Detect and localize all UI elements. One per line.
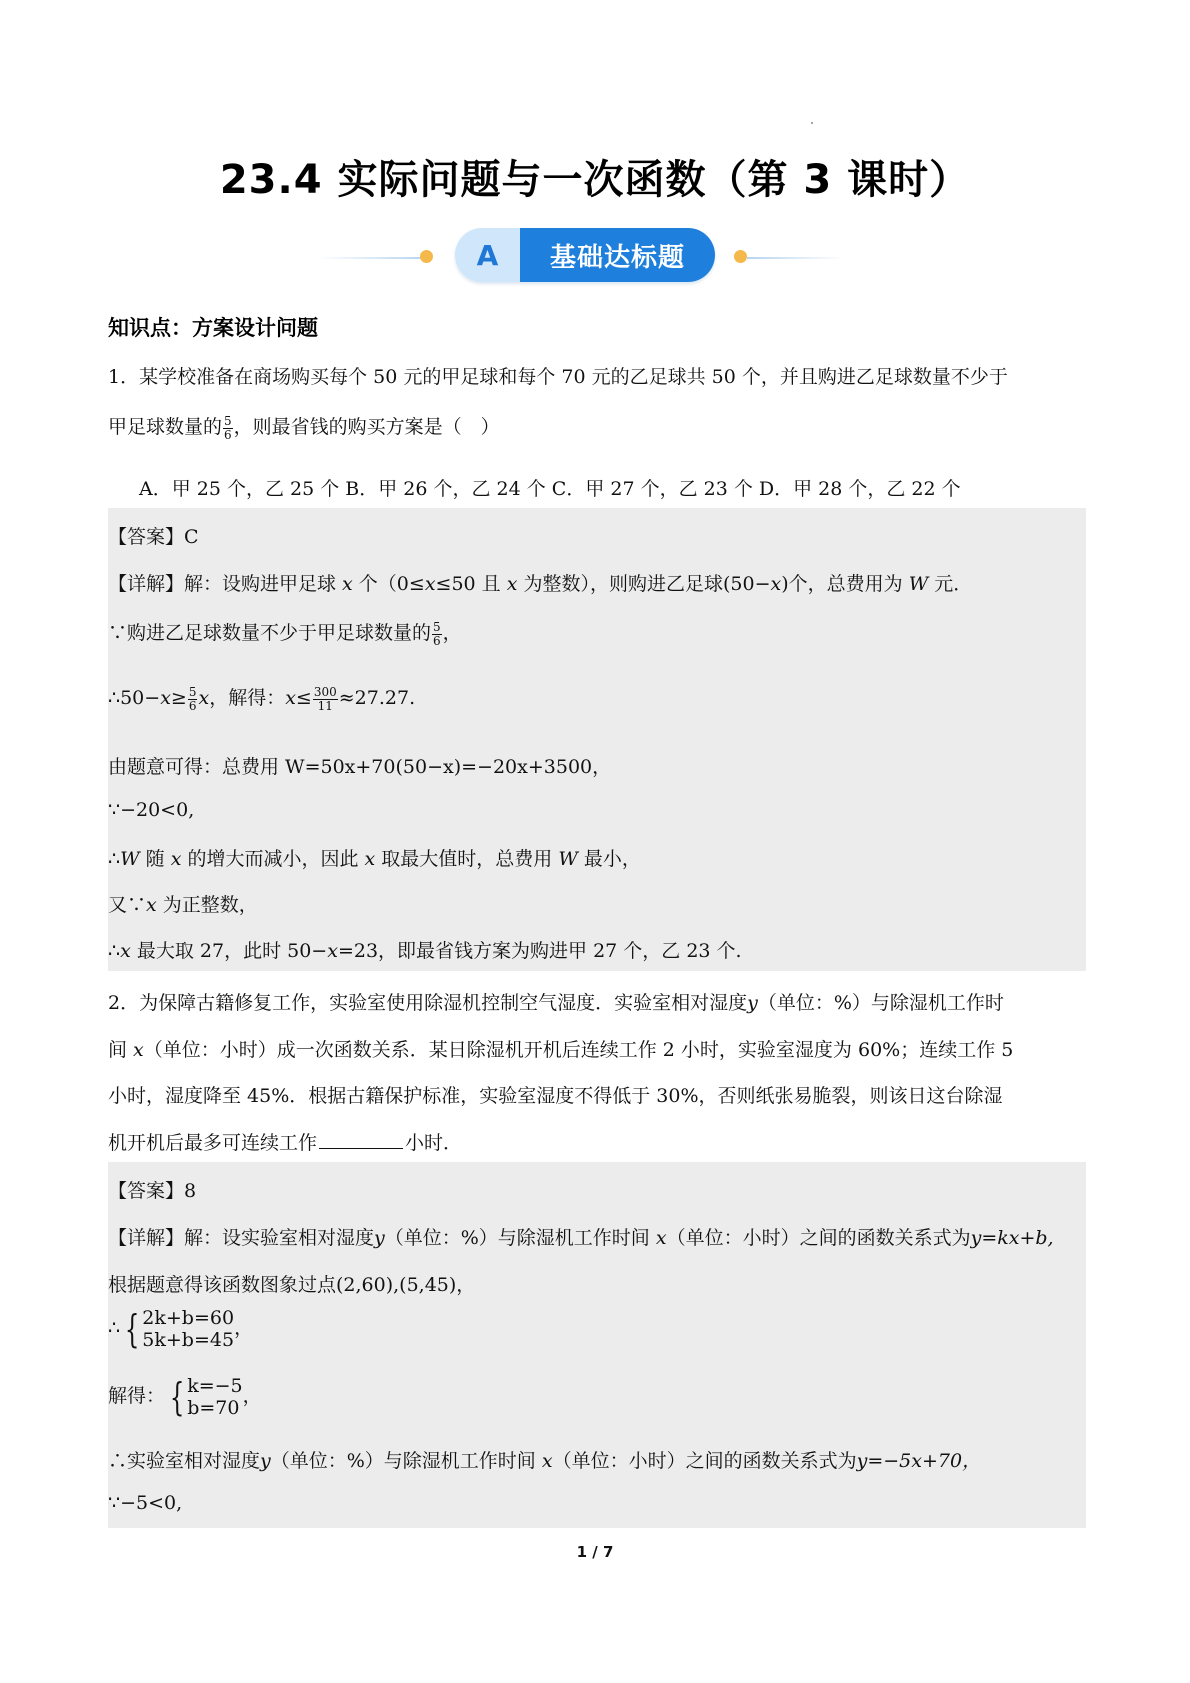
text: ≤50 且 [435,573,507,595]
q2-stem-line2 [108,1035,1013,1062]
linear-model: y=kx+b, [970,1227,1054,1249]
frac-den: 6 [188,698,197,713]
text: （单位：小时）成一次函数关系．某日除湿机开机后连续工作 2 小时，实验室湿度为 60%；连续工作 5 [143,1039,1014,1061]
left-brace: { [124,1307,140,1351]
var-x: x [342,573,353,595]
q1-detail-3 [108,683,415,713]
var-x: x [655,1227,667,1249]
var-x: x [327,940,338,962]
text: 【详解】解：设实验室相对湿度 [108,1227,375,1249]
linear-result: y=−5x+70， [856,1450,982,1472]
text: （单位：小时）之间的函数关系式为 [666,1227,971,1249]
text: ≥ [170,687,187,709]
frac-den: 6 [224,427,232,442]
text: ，解得： [209,687,286,709]
q2-answer-box [108,1162,1086,1528]
text: （单位：%）与除湿机工作时间 [270,1450,542,1472]
var-w: W [908,573,929,595]
var-x: x [170,848,182,870]
text: 由题意可得：总费用 [108,756,286,778]
fraction-5-6 [223,415,233,442]
fraction-300-11 [313,686,338,713]
var-x: x [424,573,436,595]
q1-answer: 【答案】C [108,526,199,548]
text: ， [234,1317,254,1339]
frac-den: 11 [317,698,333,713]
system-rows [187,1375,242,1419]
text: （单位：%）与除湿机工作时 [757,992,1004,1014]
var-y: y [374,1227,385,1249]
var-y: y [747,992,758,1014]
text: 最大取 27，此时 50− [130,940,328,962]
knowledge-point-heading: 知识点：方案设计问题 [108,316,318,340]
q2-detail-6: ∵−5<0, [108,1492,183,1514]
text: ， [242,1385,262,1407]
text: 又∵ [108,894,147,916]
var-x: x [160,687,171,709]
system-rows [142,1307,234,1351]
text: 为正整数， [156,894,258,916]
text: 的增大而减小，因此 [181,848,365,870]
banner-dot-right [734,250,747,263]
q1-detail-7 [108,890,258,917]
fraction-5-6 [188,686,198,713]
fraction-5-6 [432,621,442,648]
q1-detail-2 [108,618,462,648]
text: 【详解】解：设购进甲足球 [108,573,343,595]
q1-detail-5: ∵−20<0, [108,799,195,821]
text: 解得： [108,1385,166,1407]
text: )个，总费用为 [781,573,909,595]
page-title: 23.4 实际问题与一次函数（第 3 课时） [219,157,971,203]
left-brace: { [169,1375,185,1419]
var-y: y [260,1450,271,1472]
q2-stem-line3: 小时，湿度降至 45%．根据古籍保护标准，实验室湿度不得低于 30%，否则纸张易脆裂，则该日这台除湿 [108,1085,1003,1107]
q1-stem-line2 [108,412,500,442]
q1-answer-box [108,508,1086,971]
equation-system [120,1307,234,1351]
text: （单位：%）与除湿机工作时间 [384,1227,656,1249]
q2-answer: 【答案】8 [108,1180,197,1202]
text: ≈27.27. [338,687,416,709]
text: ∴50− [108,687,161,709]
text: 小时． [405,1132,463,1154]
text: 取最大值时，总费用 [375,848,559,870]
section-letter: A [455,228,520,282]
var-x: x [541,1450,553,1472]
q2-detail-3 [108,1307,253,1351]
section-label: 基础达标题 [520,228,715,282]
q2-detail-5 [108,1446,981,1473]
var-x: x [198,687,210,709]
text: 随 [139,848,171,870]
q1-detail-4 [108,752,611,779]
var-x: x [285,687,296,709]
text: 间 [108,1039,134,1061]
banner-line-left [318,257,424,259]
frac-num: 5 [224,413,232,428]
text: 机开机后最多可连续工作 [108,1132,318,1154]
text: 个（0≤ [352,573,425,595]
text: （单位：小时）之间的函数关系式为 [552,1450,857,1472]
banner-dot-left [420,250,433,263]
frac-num: 300 [313,684,337,699]
var-w: W [120,848,140,870]
solution-system [165,1375,243,1419]
text: ∴实验室相对湿度 [108,1450,261,1472]
text: ∴ [108,848,121,870]
q1-options: A．甲 25 个，乙 25 个 B．甲 26 个，乙 24 个 C．甲 27 个，乙 23 个 D．甲 28 个，乙 22 个 [139,478,961,500]
text: 2．为保障古籍修复工作，实验室使用除湿机控制空气湿度．实验室相对湿度 [108,992,748,1014]
equation-row: 2k+b=60 [142,1307,235,1329]
var-x: x [506,573,518,595]
var-x: x [120,940,131,962]
text: 为整数），则购进乙足球(50− [517,573,771,595]
var-x: x [146,894,157,916]
q1-detail-8 [108,936,742,963]
frac-num: 5 [433,619,441,634]
text: ， [442,622,462,644]
q2-detail-4 [108,1375,262,1419]
banner-line-right [747,257,845,259]
var-x: x [133,1039,144,1061]
q1-stem-text-a: 甲足球数量的 [108,416,223,438]
answer-blank [319,1130,403,1149]
q2-detail-2: 根据题意得该函数图象过点(2,60),(5,45)， [108,1274,476,1296]
text: =23，即最省钱方案为购进甲 27 个，乙 23 个. [337,940,742,962]
equation-row: b=70 [187,1397,240,1419]
text: ∵购进乙足球数量不少于甲足球数量的 [108,622,432,644]
q2-stem-line4 [108,1128,462,1155]
q1-stem-text-b: ，则最省钱的购买方案是（ ） [233,416,500,438]
q2-detail-1 [108,1223,1054,1250]
frac-den: 6 [433,633,441,648]
var-x: x [364,848,376,870]
equation-row: k=−5 [187,1375,243,1397]
text: ∴ [108,940,121,962]
q1-stem-line1: 1．某学校准备在商场购买每个 50 元的甲足球和每个 70 元的乙足球共 50 个，并且购进乙足球数量不少于 [108,366,1008,388]
q1-detail-1 [108,569,972,596]
q1-detail-6 [108,844,641,871]
page-number: 1 / 7 [576,1543,614,1561]
stray-dot [811,122,813,124]
text: 元． [928,573,973,595]
var-x: x [770,573,782,595]
equation-row: 5k+b=45 [142,1329,235,1351]
var-w: W [558,848,578,870]
text: ∴ [108,1317,121,1339]
text: 最小， [577,848,641,870]
frac-num: 5 [188,684,197,699]
q2-stem-line1 [108,988,1004,1015]
text: ≤ [295,687,312,709]
cost-expression: W=50x+70(50−x)=−20x+3500， [285,756,612,778]
section-badge [455,228,715,282]
